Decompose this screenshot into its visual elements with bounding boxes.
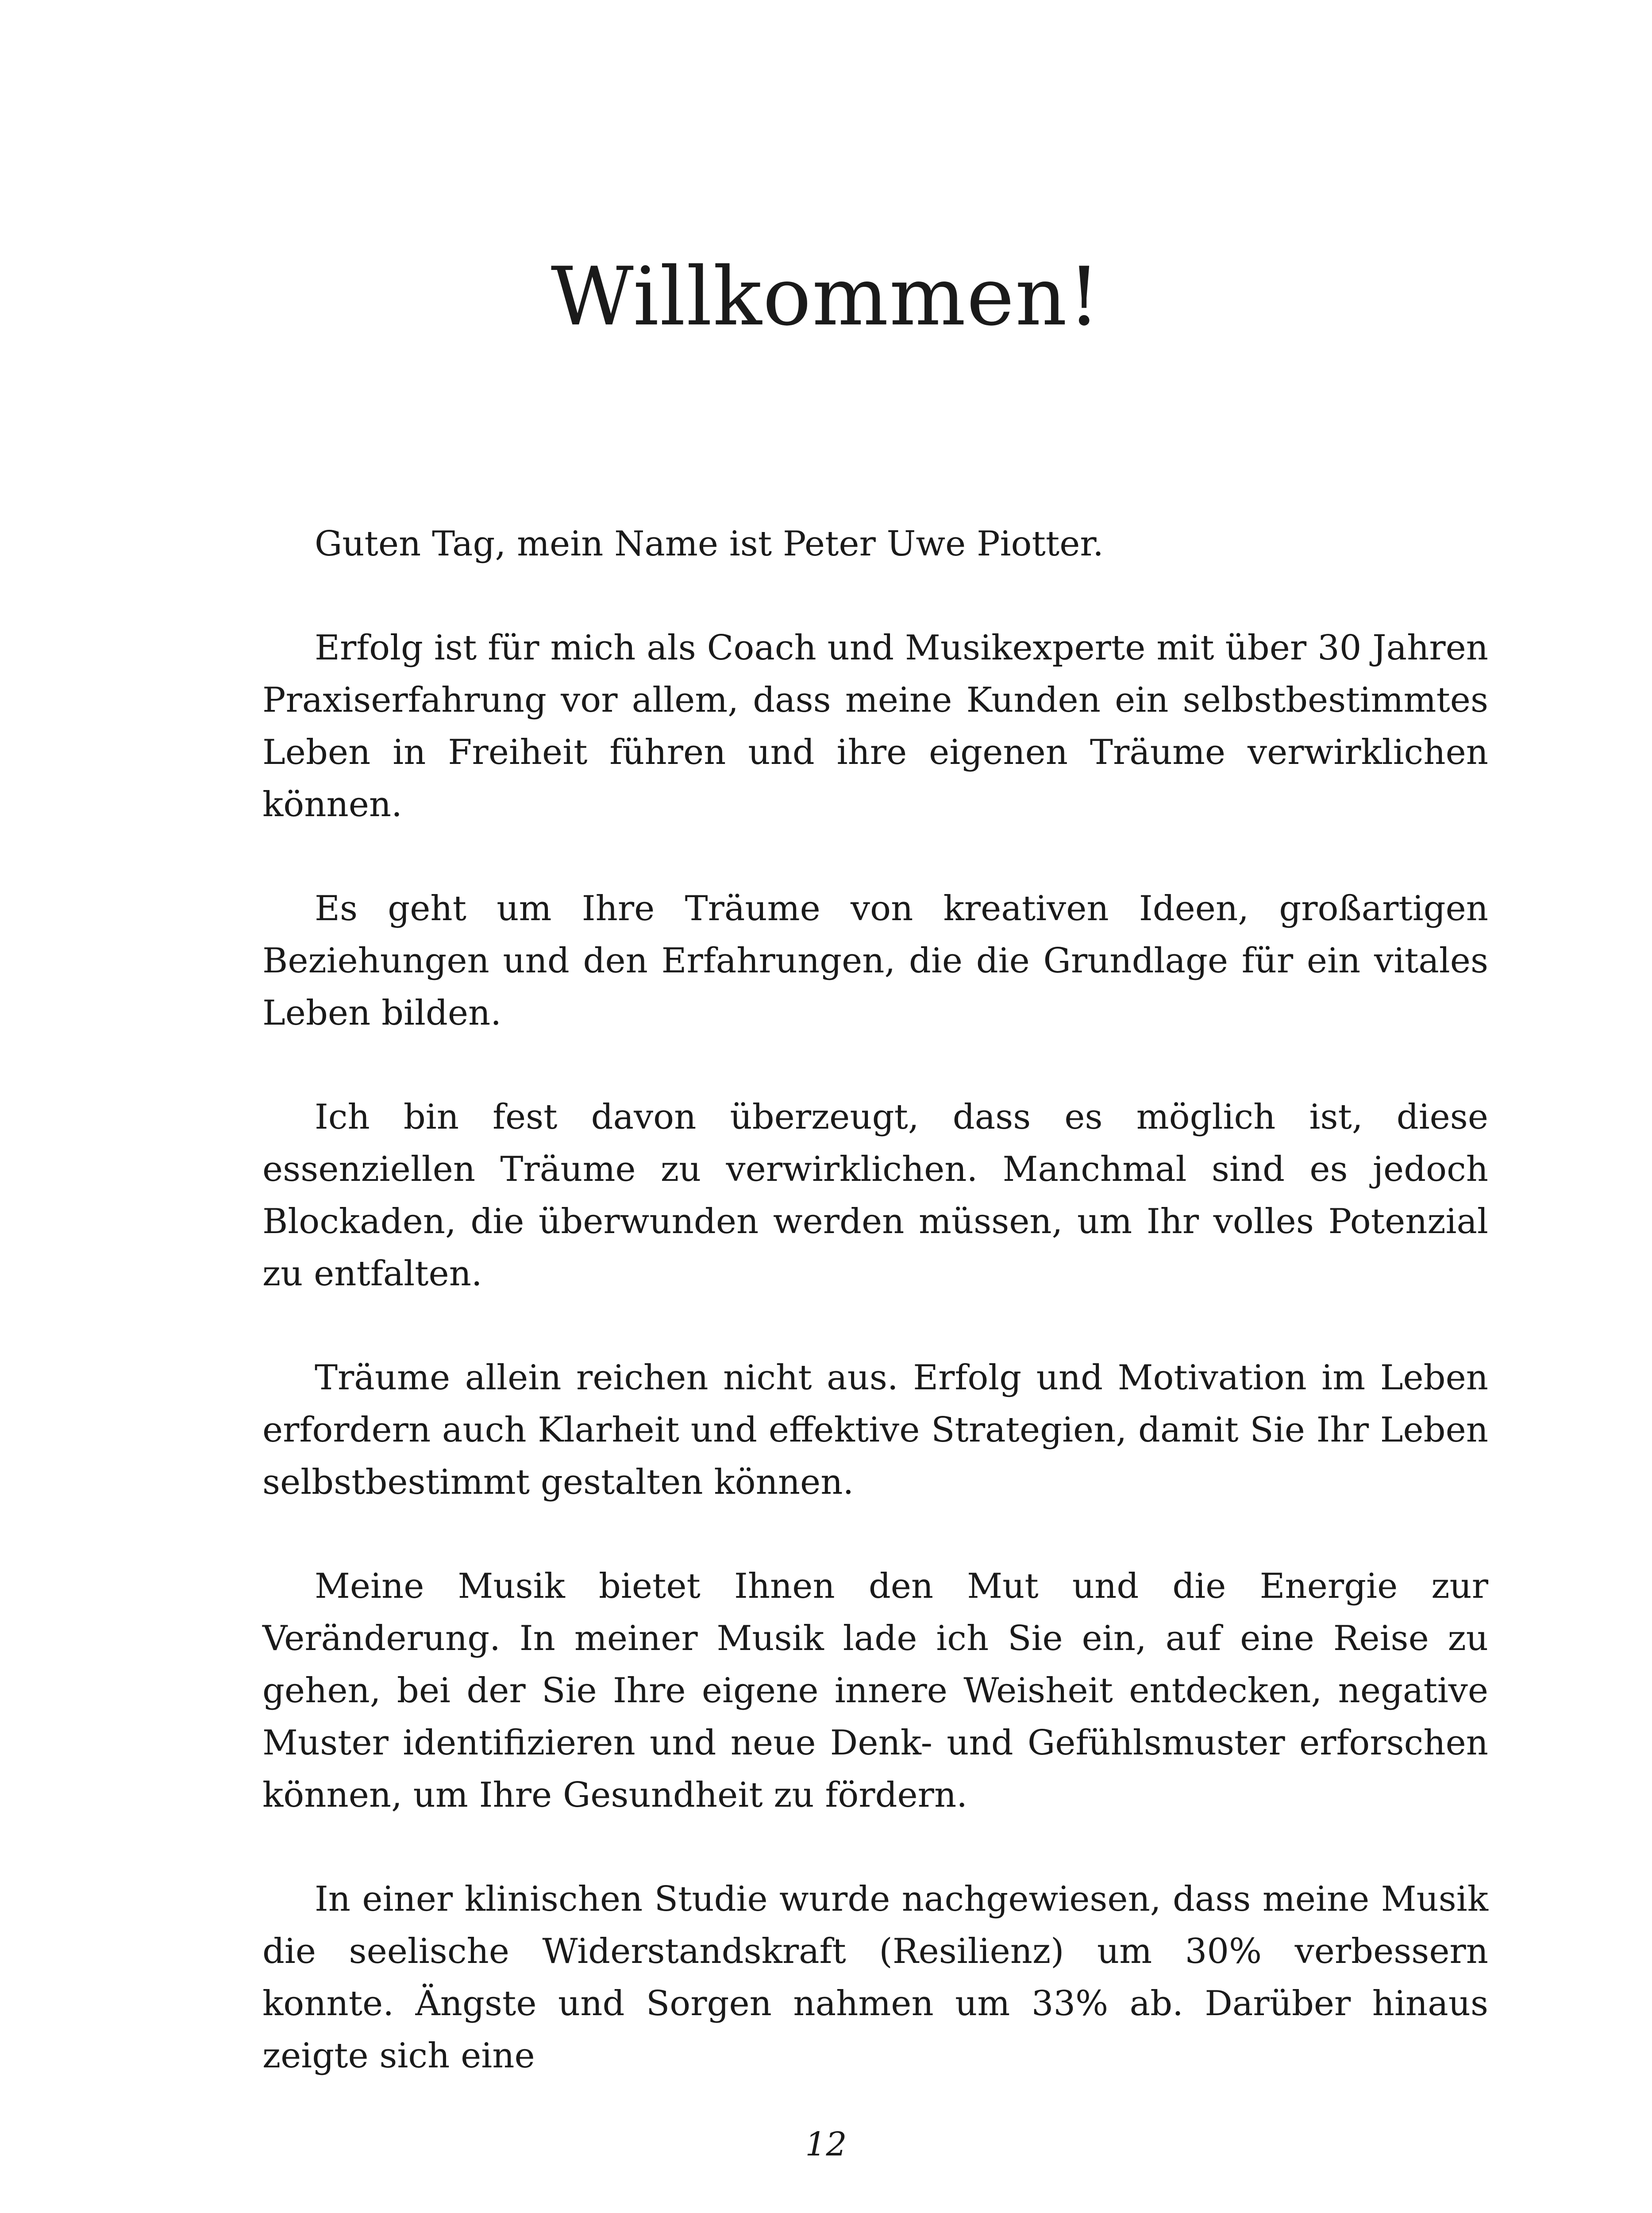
paragraph-greeting: Guten Tag, mein Name ist Peter Uwe Piotter. — [315, 524, 1104, 564]
paragraph-success: Erfolg ist für mich als Coach und Musikexperte mit über 30 Jahren Praxiserfahrung vor allem, dass meine Kunden ein selbstbestimmtes Leben in Freiheit führen und ihre eigenen Träume verwirklichen können. — [262, 628, 1488, 825]
paragraph-conviction: Ich bin fest davon überzeugt, dass es möglich ist, diese essenziellen Träume zu verwirklichen. Manchmal sind es jedoch Blockaden, die überwunden werden müssen, um Ihr volles Potenzial zu entfalten. — [262, 1097, 1488, 1294]
paragraph-music: Meine Musik bietet Ihnen den Mut und die Energie zur Veränderung. In meiner Musik lade ich Sie ein, auf eine Reise zu gehen, bei der Sie Ihre eigene innere Weisheit entdecken, negative Muster identifizieren und neue Denk- und Gefühlsmuster erforschen können, um Ihre Gesundheit zu fördern. — [262, 1566, 1488, 1815]
paragraph-dreams: Es geht um Ihre Träume von kreativen Ideen, großartigen Beziehungen und den Erfahrungen, die die Grundlage für ein vitales Leben bilden. — [262, 889, 1488, 1033]
page-title: Willkommen! — [551, 250, 1101, 343]
body-text — [262, 518, 1488, 2134]
paragraph-study: In einer klinischen Studie wurde nachgewiesen, dass meine Musik die seelische Widerstandskraft (Resilienz) um 30% verbessern konnte. Ängste und Sorgen nahmen um 33% ab. Darüber hinaus zeigte sich eine — [262, 1879, 1488, 2076]
paragraph-strategies: Träume allein reichen nicht aus. Erfolg und Motivation im Leben erfordern auch Klarheit und effektive Strategien, damit Sie Ihr Leben selbstbestimmt gestalten können. — [262, 1358, 1488, 1502]
page-number: 12 — [805, 2125, 847, 2163]
